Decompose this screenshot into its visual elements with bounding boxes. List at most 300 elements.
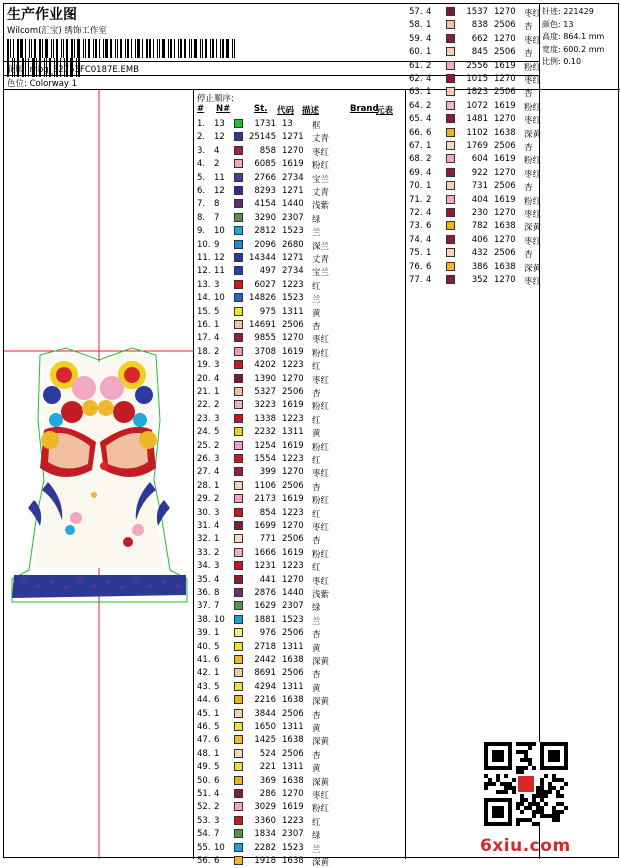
thread-code: 2734 — [282, 172, 304, 183]
stop-index: 53. — [197, 815, 211, 826]
qr-module — [524, 742, 528, 746]
stitch-count: 524 — [259, 748, 276, 759]
color-swatch — [234, 186, 243, 195]
scale-label: 比例: — [542, 57, 561, 67]
thread-code: 2506 — [282, 387, 304, 397]
page-title: 生产作业图 — [7, 7, 77, 23]
stop-index: 20. — [197, 373, 211, 384]
stop-index: 17. — [197, 333, 211, 344]
color-swatch — [234, 735, 243, 744]
barcode-bar — [42, 39, 43, 58]
qr-module — [508, 782, 512, 786]
barcode-bar — [174, 39, 175, 58]
stop-index: 12. — [197, 266, 211, 277]
qr-module — [520, 742, 524, 746]
thread-code: 1223 — [282, 815, 304, 826]
col-header-stitches: St. — [254, 104, 268, 114]
color-description: 粉红 — [312, 496, 330, 507]
stop-index: 76. — [409, 261, 423, 272]
qr-module — [508, 786, 512, 790]
stitch-count: 1015 — [466, 74, 488, 84]
color-swatch — [446, 181, 455, 190]
barcode-bar — [153, 39, 154, 58]
barcode-bar — [95, 39, 97, 58]
stitch-count: 1699 — [254, 521, 276, 531]
color-swatch — [234, 266, 243, 275]
thread-code: 2506 — [494, 20, 516, 31]
stop-row — [406, 127, 540, 140]
color-swatch — [446, 114, 455, 123]
needle-number: 5 — [214, 722, 220, 732]
qr-module — [556, 802, 560, 806]
color-description: 深黄 — [312, 777, 330, 788]
stop-row — [406, 6, 540, 19]
color-swatch — [234, 333, 243, 342]
qr-module — [552, 774, 556, 778]
stitch-count: 3290 — [254, 212, 276, 223]
color-swatch — [446, 154, 455, 163]
thread-code: 2506 — [282, 534, 304, 545]
stop-index: 42. — [197, 668, 211, 679]
stop-index: 25. — [197, 440, 211, 451]
thread-code: 1270 — [494, 234, 516, 245]
thread-code: 2506 — [494, 87, 516, 98]
width-value: 600.2 mm — [563, 44, 605, 54]
stop-row — [194, 600, 404, 613]
qr-module — [496, 774, 500, 778]
color-description: 枣红 — [524, 35, 542, 46]
stitch-count: 352 — [471, 275, 488, 285]
stop-index: 14. — [197, 293, 211, 304]
stop-index: 40. — [197, 641, 211, 652]
thread-code: 1270 — [494, 7, 516, 17]
needle-number: 11 — [214, 266, 225, 277]
barcode-bar — [178, 39, 179, 58]
needle-number: 4 — [426, 33, 432, 44]
color-description: 粉红 — [312, 161, 330, 172]
color-description: 杏 — [312, 536, 321, 547]
qr-module — [560, 810, 564, 814]
stop-index: 56. — [197, 856, 211, 866]
stop-row — [194, 587, 404, 600]
qr-module — [512, 778, 516, 782]
qr-module — [540, 810, 544, 814]
barcode-bar — [191, 39, 192, 58]
stop-index: 64. — [409, 100, 423, 111]
stitch-count: 1769 — [466, 141, 488, 151]
colorway-line — [7, 77, 77, 89]
needle-number: 1 — [214, 708, 220, 719]
qr-module — [540, 814, 544, 818]
thread-code: 1270 — [282, 145, 304, 156]
stop-index: 46. — [197, 722, 211, 732]
stitch-count: 386 — [471, 261, 488, 272]
stitch-count: 4294 — [254, 681, 276, 692]
stop-index: 19. — [197, 360, 211, 371]
color-description: 杏 — [312, 710, 321, 721]
color-swatch — [234, 387, 243, 396]
qr-module — [536, 806, 540, 810]
stitch-count: 1425 — [254, 735, 276, 746]
stitch-count: 2282 — [254, 842, 276, 853]
stop-row — [194, 453, 404, 466]
color-description: 枣红 — [312, 335, 330, 346]
stop-row — [194, 547, 404, 560]
qr-module — [552, 814, 556, 818]
qr-module — [548, 782, 552, 786]
stitch-count: 975 — [259, 306, 276, 317]
barcode-bar — [115, 39, 116, 58]
qr-module — [560, 802, 564, 806]
stitch-count: 1390 — [254, 373, 276, 384]
stop-index: 47. — [197, 735, 211, 746]
color-description: 枣红 — [312, 147, 330, 158]
color-swatch — [234, 347, 243, 356]
thread-code: 1311 — [282, 681, 304, 692]
thread-code: 2734 — [282, 266, 304, 277]
color-swatch — [234, 722, 243, 731]
qr-module — [528, 746, 532, 750]
needle-number: 1 — [426, 47, 432, 58]
qr-module — [544, 794, 548, 798]
stitch-count: 1106 — [254, 480, 276, 491]
color-description: 宝兰 — [312, 174, 330, 185]
qr-module — [524, 754, 528, 758]
needle-number: 7 — [214, 601, 220, 612]
stitch-count: 3844 — [254, 708, 276, 719]
color-swatch — [234, 119, 243, 128]
thread-code: 1270 — [494, 167, 516, 178]
barcode-bar — [200, 39, 201, 58]
stitch-count: 2173 — [254, 494, 276, 505]
needle-number: 4 — [426, 208, 432, 218]
barcode-bar — [34, 39, 36, 58]
stitch-count: 731 — [471, 181, 488, 192]
stitch-count: 2096 — [254, 239, 276, 250]
stop-index: 66. — [409, 127, 423, 138]
stop-sequence-list-continued — [406, 4, 540, 859]
stitch-count: 406 — [471, 234, 488, 245]
thread-code: 1638 — [282, 695, 304, 706]
stitch-count: 2876 — [254, 588, 276, 598]
needle-number: 12 — [214, 186, 225, 196]
color-swatch — [446, 7, 455, 16]
needle-number: 1 — [214, 534, 220, 545]
color-swatch — [234, 226, 243, 235]
qr-module — [552, 778, 556, 782]
barcode-bar — [71, 39, 73, 58]
stop-row — [194, 533, 404, 546]
color-swatch — [234, 253, 243, 262]
color-description: 深黄 — [312, 858, 330, 868]
color-swatch — [234, 829, 243, 838]
barcode-bar — [162, 39, 165, 58]
barcode-bar — [51, 39, 52, 58]
needle-number: 4 — [214, 574, 220, 585]
barcode-bar — [110, 39, 112, 58]
thread-code: 1223 — [282, 413, 304, 424]
color-swatch — [234, 280, 243, 289]
color-description: 粉红 — [312, 402, 330, 413]
qr-module — [516, 818, 520, 822]
stop-row — [406, 19, 540, 32]
qr-module — [524, 818, 528, 822]
stop-index: 43. — [197, 681, 211, 692]
qr-module — [488, 782, 492, 786]
needle-number: 2 — [214, 802, 220, 813]
colorway-value: Colorway 1 — [29, 79, 78, 89]
color-description: 红 — [312, 817, 321, 828]
needle-number: 3 — [214, 815, 220, 826]
stitch-count: 8293 — [254, 186, 276, 196]
thread-code: 1311 — [282, 722, 304, 732]
thread-code: 1311 — [282, 306, 304, 317]
color-description: 枣红 — [524, 210, 542, 220]
color-swatch — [234, 668, 243, 677]
needle-number: 1 — [426, 20, 432, 31]
qr-module — [528, 762, 532, 766]
color-description: 深黄 — [524, 129, 542, 140]
thread-code: 2506 — [282, 628, 304, 639]
stop-row — [406, 140, 540, 153]
stop-index: 21. — [197, 387, 211, 397]
stop-row — [194, 131, 404, 144]
stats-panel — [540, 4, 620, 90]
stitch-count: 4154 — [254, 199, 276, 210]
color-swatch — [234, 240, 243, 249]
thread-code: 1619 — [282, 802, 304, 813]
qr-module — [540, 778, 544, 782]
needle-number: 2 — [214, 547, 220, 558]
stop-row — [194, 493, 404, 506]
stop-row — [406, 113, 540, 126]
qr-module — [556, 790, 560, 794]
color-description: 绿 — [312, 603, 321, 614]
qr-module — [500, 790, 504, 794]
barcode-bar — [142, 39, 143, 58]
stop-row — [406, 73, 540, 86]
color-swatch — [234, 132, 243, 141]
qr-module — [492, 806, 504, 818]
thread-code: 1223 — [282, 279, 304, 290]
col-header-chart: 元表 — [376, 106, 394, 116]
stitch-count: 662 — [471, 33, 488, 44]
stop-index: 49. — [197, 762, 211, 773]
color-description: 红 — [312, 415, 321, 426]
color-description: 兰 — [312, 228, 321, 239]
stop-row — [406, 274, 540, 287]
qr-module — [488, 778, 492, 782]
color-swatch — [234, 481, 243, 490]
qr-module — [524, 758, 528, 762]
barcode-bar — [83, 39, 84, 58]
thread-code: 1270 — [282, 333, 304, 344]
color-swatch — [446, 87, 455, 96]
stop-index: 52. — [197, 802, 211, 813]
color-description: 枣红 — [312, 523, 330, 533]
barcode-bar — [103, 39, 104, 58]
needle-number: 10 — [214, 226, 225, 237]
stop-index: 38. — [197, 614, 211, 625]
qr-module — [536, 786, 540, 790]
color-description: 粉红 — [312, 348, 330, 359]
thread-code: 1270 — [494, 114, 516, 125]
needle-number: 1 — [214, 668, 220, 679]
color-description: 兰 — [312, 616, 321, 627]
stitch-count: 1231 — [254, 561, 276, 572]
needle-number: 5 — [214, 427, 220, 438]
stitch-count: 1731 — [254, 119, 276, 129]
stop-index: 37. — [197, 601, 211, 612]
thread-code: 1223 — [282, 507, 304, 518]
barcode-bar — [135, 39, 136, 58]
color-description: 黄 — [312, 764, 321, 775]
color-description: 枣红 — [524, 76, 542, 86]
qr-module — [532, 766, 536, 770]
barcode-bar — [99, 39, 100, 58]
stop-row — [194, 252, 404, 265]
barcode-bar — [120, 39, 122, 58]
stitch-count: 1650 — [254, 722, 276, 732]
color-description: 粉红 — [312, 549, 330, 560]
stop-index: 32. — [197, 534, 211, 545]
thread-code: 1270 — [282, 789, 304, 799]
stitch-count: 854 — [259, 507, 276, 518]
needle-number: 6 — [214, 856, 220, 866]
color-description: 杏 — [524, 89, 533, 100]
thread-code: 1270 — [494, 208, 516, 218]
stop-row — [194, 319, 404, 332]
needle-number: 6 — [214, 775, 220, 786]
stop-index: 77. — [409, 275, 423, 285]
color-description: 粉红 — [524, 156, 542, 167]
thread-code: 1270 — [282, 521, 304, 531]
needle-number: 6 — [214, 735, 220, 746]
needle-number: 6 — [214, 695, 220, 706]
color-description: 丈青 — [312, 255, 330, 265]
thread-code: 1619 — [494, 100, 516, 111]
thread-code: 1311 — [282, 762, 304, 773]
qr-module — [552, 818, 556, 822]
stop-index: 48. — [197, 748, 211, 759]
thread-code: 1440 — [282, 588, 304, 598]
color-swatch — [234, 802, 243, 811]
color-description: 丈青 — [312, 188, 330, 198]
stop-index: 69. — [409, 167, 423, 178]
color-description: 深兰 — [312, 241, 330, 252]
width-label: 宽度: — [542, 44, 561, 54]
color-description: 粉红 — [312, 804, 330, 815]
qr-module — [524, 806, 528, 810]
qr-module — [540, 782, 544, 786]
needle-number: 3 — [214, 279, 220, 290]
needle-number: 4 — [426, 74, 432, 84]
stitch-count: 604 — [471, 154, 488, 165]
thread-code: 1440 — [282, 199, 304, 210]
color-swatch — [446, 141, 455, 150]
color-description: 粉红 — [524, 196, 542, 207]
qr-module — [532, 798, 536, 802]
thread-code: 2506 — [494, 47, 516, 58]
thread-code: 1311 — [282, 427, 304, 438]
needle-number: 3 — [214, 360, 220, 371]
thread-code: 13 — [282, 119, 293, 129]
barcode-bar — [125, 39, 126, 58]
stop-index: 54. — [197, 829, 211, 840]
barcode-bar — [29, 39, 30, 58]
color-swatch — [234, 856, 243, 865]
stop-row — [406, 261, 540, 274]
color-swatch — [234, 173, 243, 182]
stop-index: 62. — [409, 74, 423, 84]
needle-number: 1 — [426, 87, 432, 98]
stop-row — [194, 681, 404, 694]
stitch-count: 771 — [259, 534, 276, 545]
thread-code: 1523 — [282, 226, 304, 237]
stop-row — [194, 734, 404, 747]
qr-module — [528, 818, 532, 822]
stop-row — [194, 641, 404, 654]
barcode-bar — [45, 39, 48, 58]
stop-row — [194, 748, 404, 761]
color-description: 杏 — [312, 750, 321, 761]
stop-index: 72. — [409, 208, 423, 218]
qr-module — [504, 790, 508, 794]
stitch-count: 845 — [471, 47, 488, 58]
qr-module — [548, 786, 552, 790]
color-swatch — [234, 709, 243, 718]
qr-module — [524, 798, 528, 802]
stop-row — [194, 654, 404, 667]
scale-stat — [542, 56, 620, 69]
thread-code: 1270 — [282, 574, 304, 585]
design-line — [7, 63, 139, 75]
color-description: 兰 — [312, 844, 321, 855]
stitch-count: 1823 — [466, 87, 488, 98]
qr-code — [484, 742, 568, 826]
qr-module — [516, 750, 520, 754]
thread-code: 1619 — [282, 494, 304, 505]
stop-index: 4. — [197, 159, 206, 170]
needle-number: 1 — [214, 748, 220, 759]
stitch-count: 6027 — [254, 279, 276, 290]
barcode-bar — [234, 39, 235, 58]
thread-code: 1619 — [494, 154, 516, 165]
color-swatch — [234, 776, 243, 785]
stop-row — [194, 145, 404, 158]
colors-label: 颜色: — [542, 19, 561, 29]
stop-row — [194, 828, 404, 841]
stop-index: 70. — [409, 181, 423, 192]
color-swatch — [234, 293, 243, 302]
stitch-count: 369 — [259, 775, 276, 786]
thread-code: 1619 — [282, 440, 304, 451]
stitches-stat — [542, 6, 620, 19]
thread-code: 1638 — [282, 735, 304, 746]
qr-module — [528, 802, 532, 806]
stop-index: 28. — [197, 480, 211, 491]
stitch-count: 2766 — [254, 172, 276, 183]
height-stat — [542, 31, 620, 44]
needle-number: 2 — [214, 440, 220, 451]
stitch-count: 1102 — [466, 127, 488, 138]
colors-stat — [542, 19, 620, 32]
color-swatch — [234, 360, 243, 369]
thread-code: 1270 — [494, 74, 516, 84]
stop-row — [406, 194, 540, 207]
barcode-bar — [17, 39, 19, 58]
qr-module — [532, 814, 536, 818]
